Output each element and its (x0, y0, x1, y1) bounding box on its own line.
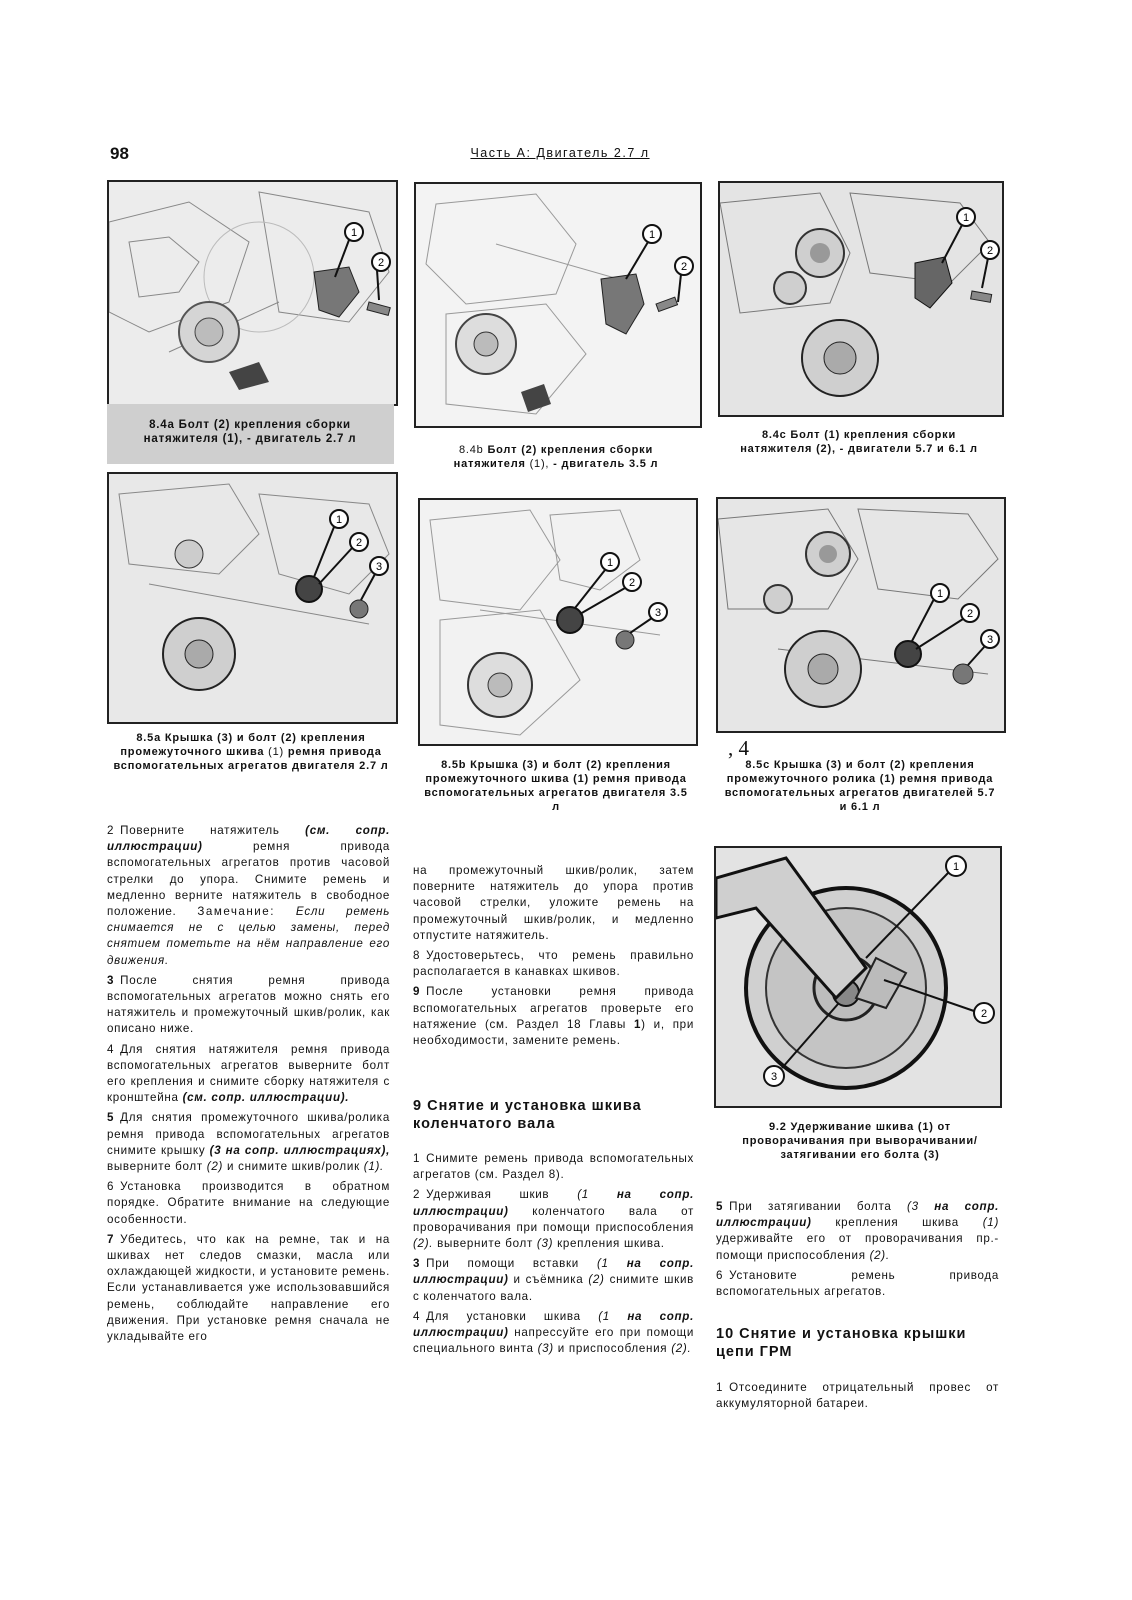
text-column-1 (107, 823, 390, 1349)
engine-illustration-8-5c (718, 499, 1004, 731)
callout-1: 1 (350, 227, 358, 239)
callout-3: 3 (375, 561, 383, 573)
section-9-title: 9 Снятие и установка шкива коленчатого вала (413, 1098, 642, 1132)
paragraph-6: 6 Установка производится в обратном порядке. Обратите внимание на следующие особенности. (107, 1180, 390, 1226)
text-column-3 (716, 1199, 999, 1304)
figure-8-4c (718, 181, 1004, 417)
engine-illustration-8-5a (109, 474, 396, 722)
callout-2: 2 (680, 261, 688, 273)
callout-1: 1 (335, 514, 343, 526)
paragraph-7: 7 Убедитесь, что как на ремне, так и на шкивах нет следов смазки, масла или охлаждающей жидкости, и установите ремень. Если устанавливается уже использовавшийся ремень, соблюдайте направление его движения. При установке ремня сначала не укладывайте его (107, 1232, 390, 1344)
engine-illustration-8-4b (416, 184, 700, 426)
callout-3: 3 (654, 607, 662, 619)
figure-8-5b (418, 498, 698, 746)
text-column-2-section-9 (413, 1151, 694, 1361)
callout-1: 1 (648, 229, 656, 241)
paragraph-4: 4 Для снятия натяжителя ремня привода вспомогательных агрегатов выверните болт его крепления и снимите сборку натяжителя с кронштейна (см. сопр. иллюстрации). (107, 1042, 390, 1105)
caption-8-4b: 8.4b Болт (2) крепления сборки натяжителя (1), - двигатель 3.5 л (453, 444, 659, 470)
callout-2: 2 (986, 245, 994, 257)
engine-illustration-8-5b (420, 500, 696, 744)
page-number: 98 (110, 144, 129, 163)
step-6: 6 Установите ремень привода вспомогательных агрегатов. (716, 1268, 999, 1299)
figure-8-5c (716, 497, 1006, 733)
paragraph-3: 3 После снятия ремня привода вспомогательных агрегатов можно снять его натяжитель и промежуточный шкив/ролик, как описано ниже. (107, 973, 390, 1036)
callout-3: 3 (770, 1071, 778, 1083)
caption-8-5c: 8.5с Крышка (3) и болт (2) крепления промежуточного ролика (1) ремня привода вспомогательных агрегатов двигателей 5.7 и 6.1 л (724, 759, 996, 813)
step-4: 4 Для установки шкива (1 на сопр. иллюстрации) напрессуйте его при помощи специального винта (3) и приспособления (2). (413, 1309, 695, 1356)
callout-2: 2 (980, 1008, 988, 1020)
crankshaft-pulley-illustration (716, 848, 1000, 1106)
caption-8-4c: 8.4c Болт (1) крепления сборки натяжителя (2), - двигатели 5.7 и 6.1 л (740, 429, 978, 455)
section-10-title: 10 Снятие и установка крышки цепи ГРМ (716, 1326, 967, 1360)
text-column-3-section-10 (716, 1380, 999, 1416)
callout-2: 2 (377, 257, 385, 269)
callout-3: 3 (986, 634, 994, 646)
callout-1: 1 (952, 861, 960, 873)
engine-illustration-8-4c (720, 183, 1002, 415)
caption-8-5a: 8.5а Крышка (3) и болт (2) крепления промежуточного шкива (1) ремня привода вспомогательных агрегатов двигателя 2.7 л (113, 732, 389, 772)
paragraph-7-continued: на промежуточный шкив/ролик, затем поверните натяжитель до упора против часовой стрелки, уложите ремень на промежуточный шкив/ролик, и медленно отпустите натяжитель. (413, 864, 694, 942)
paragraph-8: 8 Удостоверьтесь, что ремень правильно располагается в канавках шкивов. (413, 949, 694, 979)
running-title: Часть А: Двигатель 2.7 л (470, 146, 650, 160)
callout-2: 2 (966, 608, 974, 620)
paragraph-5: 5 Для снятия промежуточного шкива/ролика ремня привода вспомогательных агрегатов снимите крышку (3 на сопр. иллюстрациях), выверните болт (2) и снимите шкив/ролик (1). (107, 1111, 390, 1174)
caption-8-5b: 8.5b Крышка (3) и болт (2) крепления промежуточного шкива (1) ремня привода вспомогательных агрегатов двигателя 3.5 л (424, 759, 688, 813)
engine-illustration-8-4a (109, 182, 396, 404)
caption-9-2: 9.2 Удерживание шкива (1) от проворачивания при выворачивании/ затягивании его болта (3) (742, 1121, 978, 1161)
text-column-2 (413, 863, 694, 1053)
stray-mark: , 4 (728, 736, 749, 760)
callout-2: 2 (355, 537, 363, 549)
callout-1: 1 (936, 588, 944, 600)
caption-8-4a: 8.4а Болт (2) крепления сборки натяжителя (1), - двигатель 2.7 л (143, 419, 357, 445)
callout-1: 1 (606, 557, 614, 569)
paragraph-2: 2 Поверните натяжитель (см. сопр. иллюстрации) ремня привода вспомогательных агрегатов против часовой стрелки до упора. Снимите ремень и медленно верните натяжитель в свободное положение. Замечание: Если ремень снимается не с целью замены, перед снятием пометьте на нём направление его движения. (107, 824, 391, 967)
step-3: 3 При помощи вставки (1 на сопр. иллюстрации) и съёмника (2) снимите шкив с коленчатого вала. (413, 1257, 694, 1303)
callout-1: 1 (962, 212, 970, 224)
section-10-step-1: 1 Отсоедините отрицательный провес от аккумуляторной батареи. (716, 1381, 999, 1411)
paragraph-9: 9 После установки ремня привода вспомогательных агрегатов проверьте его натяжение (см. Раздел 18 Главы 1) и, при необходимости, замените ремень. (413, 985, 694, 1048)
figure-8-4a (107, 180, 398, 406)
step-5: 5 При затягивании болта (3 на сопр. иллюстрации) крепления шкива (1) удерживайте его от проворачивания пр.-помощи приспособления (2). (716, 1200, 1000, 1262)
figure-8-5a (107, 472, 398, 724)
figure-9-2 (714, 846, 1002, 1108)
step-2: 2 Удерживая шкив (1 на сопр. иллюстрации) коленчатого вала от проворачивания при помощи приспособления (2). выверните болт (3) крепления шкива. (413, 1188, 695, 1251)
step-1: 1 Снимите ремень привода вспомогательных агрегатов (см. Раздел 8). (413, 1152, 694, 1182)
callout-2: 2 (628, 577, 636, 589)
figure-8-4b (414, 182, 702, 428)
